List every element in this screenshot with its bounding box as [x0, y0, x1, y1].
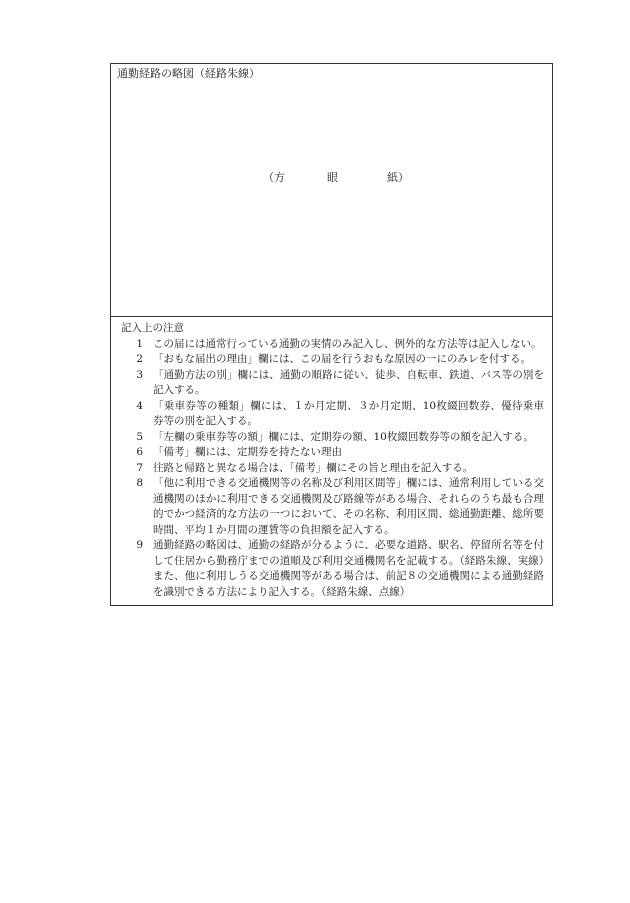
note-item [119, 368, 544, 399]
note-number: 8 [136, 477, 143, 489]
note-item [119, 337, 544, 353]
note-text: 「おもな届出の理由」欄には、この届を行うおもな原因の一にのみレを付する。 [153, 353, 531, 365]
note-item [119, 476, 544, 538]
map-section-title: 通勤経路の略図（経路朱線） [117, 67, 260, 80]
commute-route-map-box [111, 64, 552, 317]
note-number: 6 [136, 446, 143, 458]
notes-title: 記入上の注意 [121, 322, 184, 334]
note-item [119, 430, 544, 446]
graph-paper-label [263, 171, 413, 185]
note-number: 7 [136, 461, 143, 474]
note-text: この届には通常行っている通勤の実情のみ記入し、例外的な方法等は記入しない。 [153, 337, 542, 350]
graph-paper-open: （方 [263, 171, 285, 184]
note-text: 往路と帰路と異なる場合は、「備考」欄にその旨と理由を記入する。 [153, 461, 474, 474]
note-text: 「通勤方法の別」欄には、通勤の順路に従い、徒歩、自転車、鉄道、バス等の別を記入する。 [153, 368, 544, 396]
note-item [119, 399, 544, 430]
note-text: 「左欄の乗車券等の額」欄には、定期券の額、10枚綴回数券等の額を記入する。 [153, 430, 534, 443]
note-item [119, 461, 544, 477]
note-text: 「他に利用できる交通機関等の名称及び利用区間等」欄には、通常利用している交通機関のほかに利用できる交通機関及び路線等がある場合、それらのうち最も合理的でかつ経済的な方法の一つにおいて、その名称、利用区間、総通勤距離、総所要時間、平均１か月間の運賃等の負担額を記入する。 [153, 477, 544, 536]
note-text: 通勤経路の略図は、通勤の経路が分るように、必要な道路、駅名、停留所名等を付して住居から勤務庁までの道順及び利用交通機関名を記載する。（経路朱線、実線）また、他に利用しうる交通機関等がある場合は、前記８の交通機関による通勤経路を識別できる方法により記入する。（経路朱線、点線） [153, 539, 544, 598]
notes-section [111, 317, 552, 605]
commute-form-table [110, 63, 553, 606]
graph-paper-close: 紙） [387, 171, 409, 184]
note-number: 1 [136, 337, 143, 350]
note-text: 「乗車券等の種類」欄には、１か月定期、３か月定期、10枚綴回数券、優待乗車券等の別を記入する。 [153, 399, 544, 427]
notes-list [119, 337, 544, 601]
note-number: 5 [136, 430, 143, 443]
note-text: 「備考」欄には、定期券を持たない理由 [153, 446, 342, 458]
note-number: 4 [136, 399, 143, 412]
note-number: 9 [136, 539, 143, 551]
note-item [119, 445, 544, 461]
note-number: 3 [136, 368, 143, 381]
note-number: 2 [136, 353, 143, 365]
note-item [119, 538, 544, 600]
note-item [119, 352, 544, 368]
graph-paper-mid: 眼 [327, 171, 338, 184]
